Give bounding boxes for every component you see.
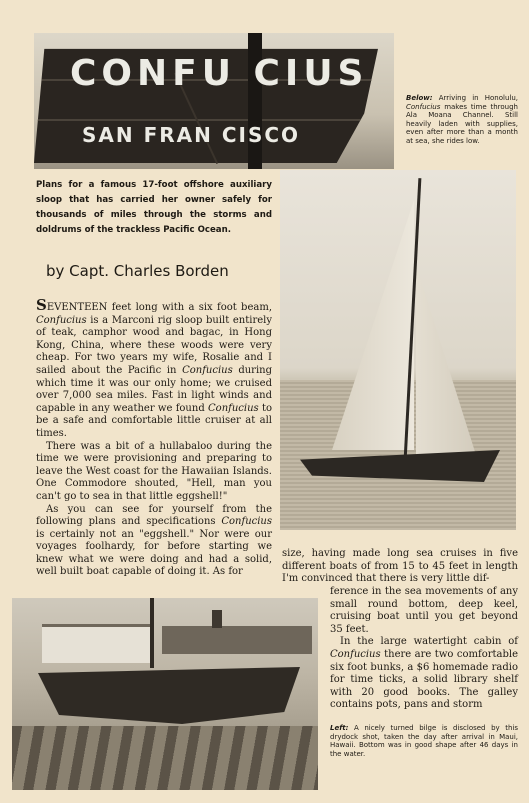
- text-run: As you can see for yourself from the following plans and specifications: [36, 503, 272, 528]
- caption-left: [330, 724, 518, 758]
- boat-shed: [42, 624, 152, 663]
- paragraph: There was a bit of a hullabaloo during the time we were provisioning and preparing to leave the West coast for the Hawaiian Islands. One Commodore shouted, "Hell, man you can't go to sea in that little eggshell!": [36, 440, 272, 502]
- byline: by Capt. Charles Borden: [46, 262, 229, 280]
- text-run: there are two comfortable six foot bunks, a $6 homemade radio for time ticks, a solid library shelf with 20 good books. The galley contains pots, pans and storm: [330, 648, 518, 711]
- jib-sail: [416, 265, 476, 455]
- boat-name: Confucius: [221, 516, 272, 528]
- boat-name: Confucius: [330, 648, 381, 660]
- paragraph: [36, 504, 272, 580]
- hull-on-ways: [38, 664, 300, 724]
- paragraph: [36, 296, 273, 441]
- stern-name-lettering: CONFU CIUS: [70, 53, 369, 94]
- caption-lead: Left:: [330, 724, 349, 732]
- text-run: EVENTEEN feet long with a six foot beam,: [46, 302, 272, 313]
- paragraph-continued: ference in the sea movements of any small round bottom, deep keel, cruising boat until you get beyond 35 feet.: [330, 586, 518, 635]
- ship-funnel: [212, 610, 222, 628]
- paragraph-continued: size, having made long sea cruises in five different boats of from 15 to 45 feet in length I'm convinced that there is very little dif-: [282, 548, 518, 585]
- boat-name: Confucius: [406, 102, 441, 111]
- caption-text: Arriving in Honolulu,: [438, 94, 518, 102]
- drop-cap: S: [36, 296, 47, 314]
- sailboat-photo: [280, 170, 516, 530]
- article-column-right-top: [282, 548, 518, 586]
- caption-text: makes time through Ala Moana Channel. Still heavily laden with supplies, even after more than a month at sea, she rides low.: [406, 102, 518, 145]
- caption-text: A nicely turned bilge is disclosed by this drydock shot, taken the day after arrival in Maui, Hawaii. Bottom was in good shape after 46 days in the water.: [330, 724, 518, 758]
- steamship: [162, 626, 312, 654]
- text-run: during which time it was our only home; we cruised over 7,000 sea miles. Fast in light winds and capable in any weather we found: [36, 364, 273, 414]
- text-run: is certainly not an "eggshell." Nor were our voyages foolhardy, for before starting we knew what we were doing and had a solid, well built boat capable of doing it. As for: [36, 528, 272, 578]
- text-run: In the large watertight cabin of: [340, 636, 518, 648]
- stern-transom-photo: [34, 33, 394, 169]
- caption-below: [406, 94, 518, 146]
- text-run: is a Marconi rig sloop built entirely of teak, camphor wood and bagac, in Hong Kong, China, where these woods were very cheap. For two years my wife, Rosalie and I sailed about the Pacific in: [36, 314, 272, 376]
- text-run: to be a safe and comfortable little cruiser at all times.: [36, 402, 272, 439]
- paragraph: [330, 636, 518, 712]
- mast: [150, 598, 154, 668]
- drydock-photo: [12, 598, 318, 790]
- stern-port-lettering: SAN FRAN CISCO: [82, 123, 301, 147]
- caption-lead: Below:: [406, 94, 433, 102]
- boat-name: Confucius: [182, 364, 233, 376]
- article-column-right: [330, 586, 518, 712]
- boat-name: Confucius: [208, 402, 259, 414]
- plank-seam: [34, 119, 378, 121]
- intro-deck: Plans for a famous 17-foot offshore auxiliary sloop that has carried her owner safely for thousands of miles through the storms and doldrums of the trackless Pacific Ocean.: [36, 180, 272, 235]
- article-column-left: [36, 296, 273, 579]
- boat-name: Confucius: [36, 314, 87, 326]
- marine-railway: [12, 726, 318, 790]
